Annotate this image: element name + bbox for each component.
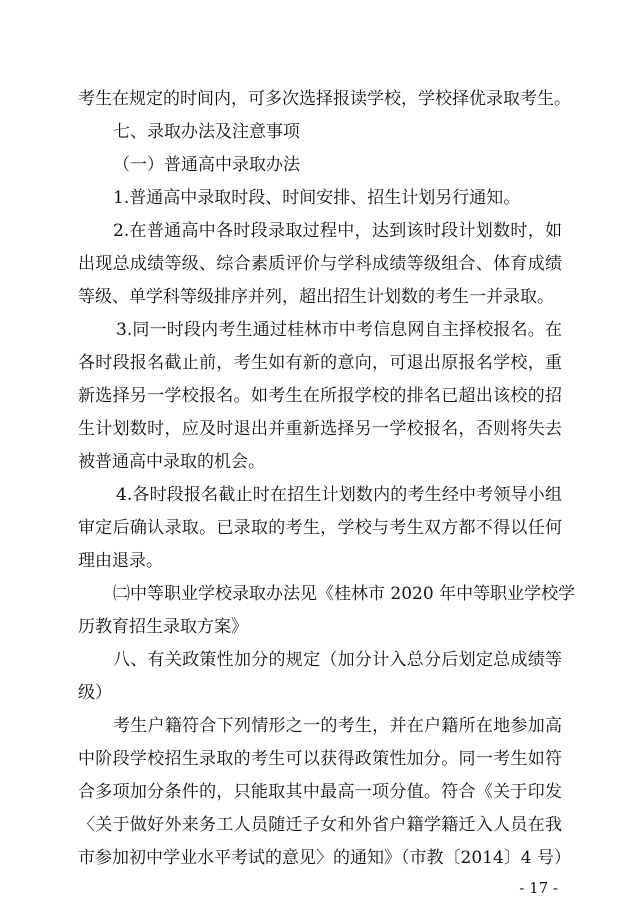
section-heading: 七、录取办法及注意事项	[113, 122, 300, 142]
subsection-heading: （一）普通高中录取办法	[113, 155, 300, 175]
text-line: 2.在普通高中各时段录取过程中，达到该时段计划数时，如	[113, 221, 562, 241]
text-line: 历教育招生录取方案》	[78, 617, 248, 637]
text-line: 新选择另一学校报名。如考生在所报学校的排名已超出该校的招	[78, 386, 562, 406]
text-line: 合多项加分条件的，只能取其中最高一项分值。符合《关于印发	[78, 782, 562, 802]
text-line: 理由退录。	[78, 551, 163, 571]
section-heading: 八、有关政策性加分的规定（加分计入总分后划定总成绩等	[113, 650, 562, 670]
text-line: 中阶段学校招生录取的考生可以获得政策性加分。同一考生如符	[78, 749, 562, 769]
text-line: 3.同一时段内考生通过桂林市中考信息网自主择校报名。在	[116, 320, 562, 340]
text-line: 审定后确认录取。已录取的考生，学校与考生双方都不得以任何	[78, 518, 562, 538]
text-line: 考生户籍符合下列情形之一的考生，并在户籍所在地参加高	[113, 716, 562, 736]
text-line: 等级、单学科等级排序并列，超出招生计划数的考生一并录取。	[78, 287, 554, 307]
text-line: 1.普通高中录取时段、时间安排、招生计划另行通知。	[113, 188, 521, 208]
text-line: 市参加初中学业水平考试的意见〉的通知》（市教〔2014〕4 号）	[78, 848, 571, 868]
text-line: 出现总成绩等级、综合素质评价与学科成绩等级组合、体育成绩	[78, 254, 562, 274]
text-line: 被普通高中录取的机会。	[78, 452, 265, 472]
text-line: 4.各时段报名截止时在招生计划数内的考生经中考领导小组	[116, 485, 562, 505]
page-number: - 17 -	[519, 879, 558, 897]
text-line: 生计划数时，应及时退出并重新选择另一学校报名，否则将失去	[78, 419, 562, 439]
text-line: 〈关于做好外来务工人员随迁子女和外省户籍学籍迁入人员在我	[78, 815, 562, 835]
text-line: 各时段报名截止前，考生如有新的意向，可退出原报名学校，重	[78, 353, 562, 373]
text-line: 考生在规定的时间内，可多次选择报读学校，学校择优录取考生。	[78, 89, 571, 109]
text-line: 级）	[78, 683, 112, 703]
text-line: ㈡中等职业学校录取办法见《桂林市 2020 年中等职业学校学	[113, 584, 576, 604]
